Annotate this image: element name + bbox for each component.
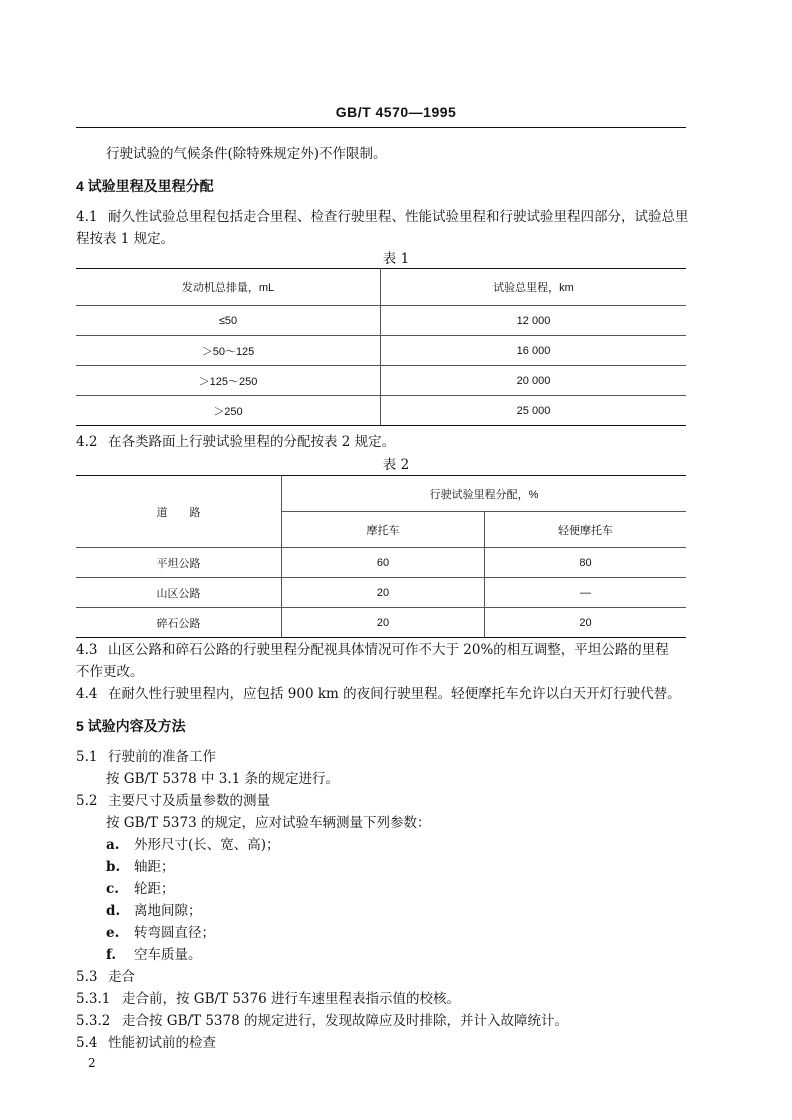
clause-title: 行驶前的准备工作: [108, 749, 216, 765]
table-cell: 25 000: [381, 396, 687, 426]
table-row: [76, 396, 686, 426]
clause-4-3: [76, 639, 669, 661]
list-item: [106, 834, 280, 856]
clause-text: 在各类路面上行驶试验里程的分配按表 2 规定。: [108, 434, 396, 450]
table-1: [76, 268, 686, 426]
clause-5-3-2: [76, 1010, 568, 1032]
table-header-row: [76, 269, 686, 306]
table-row: [76, 306, 686, 336]
table-cell: —: [485, 578, 687, 608]
table-2: [76, 475, 686, 638]
clause-number: 4.3: [76, 642, 98, 658]
table-cell: 20: [282, 578, 485, 608]
list-item-label: f.: [106, 947, 117, 963]
clause-title: 主要尺寸及质量参数的测量: [108, 793, 270, 809]
table-header-cell: 发动机总排量，mL: [76, 269, 381, 306]
clause-number: 4.2: [76, 434, 98, 450]
header-rule: [76, 127, 686, 128]
list-item-label: e.: [106, 925, 120, 941]
page-number: 2: [88, 1056, 96, 1070]
list-item-text: 轴距；: [134, 859, 175, 875]
clause-number: 4.1: [76, 209, 98, 225]
table-header-cell: 道 路: [76, 476, 282, 548]
list-item-label: a.: [106, 837, 120, 853]
clause-5-2-text: 按 GB/T 5373 的规定，应对试验车辆测量下列参数：: [106, 815, 431, 831]
table-cell: ≤50: [76, 306, 381, 336]
table-cell: 60: [282, 548, 485, 578]
clause-4-4: [76, 683, 681, 705]
table-cell: 平坦公路: [76, 548, 282, 578]
list-item: [106, 900, 202, 922]
table-cell: 12 000: [381, 306, 687, 336]
table-cell: 16 000: [381, 336, 687, 366]
clause-title: 走合: [108, 969, 135, 985]
table-cell: ＞50～125: [76, 336, 381, 366]
table-header-cell: 轻便摩托车: [485, 512, 687, 548]
table-header-row: [76, 476, 686, 512]
clause-4-1-continued: 程按表 1 规定。: [76, 231, 175, 247]
clause-5-2: [76, 790, 270, 812]
clause-4-2: [76, 431, 395, 453]
clause-5-3-1: [76, 988, 460, 1010]
intro-paragraph: 行驶试验的气候条件(除特殊规定外)不作限制。: [106, 146, 387, 162]
clause-text: 在耐久性行驶里程内，应包括 900 km 的夜间行驶里程。轻便摩托车允许以白天开灯行驶代替。: [108, 686, 681, 702]
list-item-label: b.: [106, 859, 121, 875]
list-item-text: 轮距；: [134, 881, 175, 897]
table-row: [76, 608, 686, 638]
clause-number: 5.1: [76, 749, 98, 765]
clause-text: 走合按 GB/T 5378 的规定进行，发现故障应及时排除，并计入故障统计。: [122, 1013, 568, 1029]
clause-5-4: [76, 1032, 216, 1054]
table-row: [76, 336, 686, 366]
clause-number: 5.3.2: [76, 1013, 111, 1029]
table-cell: 20: [282, 608, 485, 638]
clause-number: 5.2: [76, 793, 98, 809]
list-item-text: 离地间隙；: [134, 903, 202, 919]
list-item: [106, 856, 175, 878]
table-row: [76, 548, 686, 578]
list-item-text: 空车质量。: [134, 947, 202, 963]
list-item-text: 外形尺寸(长、宽、高)；: [134, 837, 280, 853]
table-row: [76, 366, 686, 396]
clause-5-1-text: 按 GB/T 5378 中 3.1 条的规定进行。: [106, 771, 340, 787]
table-cell: 20: [485, 608, 687, 638]
clause-text: 走合前，按 GB/T 5376 进行车速里程表指示值的校核。: [122, 991, 460, 1007]
section-4-heading: 4 试验里程及里程分配: [76, 178, 214, 194]
clause-5-3: [76, 966, 135, 988]
section-5-heading: 5 试验内容及方法: [76, 718, 186, 734]
list-item: [106, 878, 175, 900]
list-item: [106, 944, 202, 966]
clause-text: 耐久性试验总里程包括走合里程、检查行驶里程、性能试验里程和行驶试验里程四部分，试验总里: [108, 209, 689, 225]
clause-4-3-continued: 不作更改。: [76, 664, 144, 680]
table-2-caption: 表 2: [382, 457, 410, 473]
standard-header: GB/T 4570—1995: [335, 104, 457, 120]
clause-number: 5.4: [76, 1035, 98, 1051]
table-cell: 山区公路: [76, 578, 282, 608]
table-header-cell: 行驶试验里程分配，%: [282, 476, 687, 512]
table-header-cell: 试验总里程，km: [381, 269, 687, 306]
clause-5-1: [76, 746, 216, 768]
table-row: [76, 578, 686, 608]
clause-number: 4.4: [76, 686, 98, 702]
table-cell: 80: [485, 548, 687, 578]
clause-number: 5.3: [76, 969, 98, 985]
list-item: [106, 922, 215, 944]
table-cell: 碎石公路: [76, 608, 282, 638]
clause-text: 山区公路和碎石公路的行驶里程分配视具体情况可作不大于 20%的相互调整，平坦公路的里程: [108, 642, 669, 658]
table-header-cell: 摩托车: [282, 512, 485, 548]
clause-4-1: [76, 206, 689, 228]
table-1-caption: 表 1: [382, 251, 410, 267]
clause-title: 性能初试前的检查: [108, 1035, 216, 1051]
list-item-label: c.: [106, 881, 119, 897]
list-item-label: d.: [106, 903, 121, 919]
list-item-text: 转弯圆直径；: [134, 925, 215, 941]
table-cell: ＞125～250: [76, 366, 381, 396]
table-cell: 20 000: [381, 366, 687, 396]
clause-number: 5.3.1: [76, 991, 111, 1007]
table-cell: ＞250: [76, 396, 381, 426]
